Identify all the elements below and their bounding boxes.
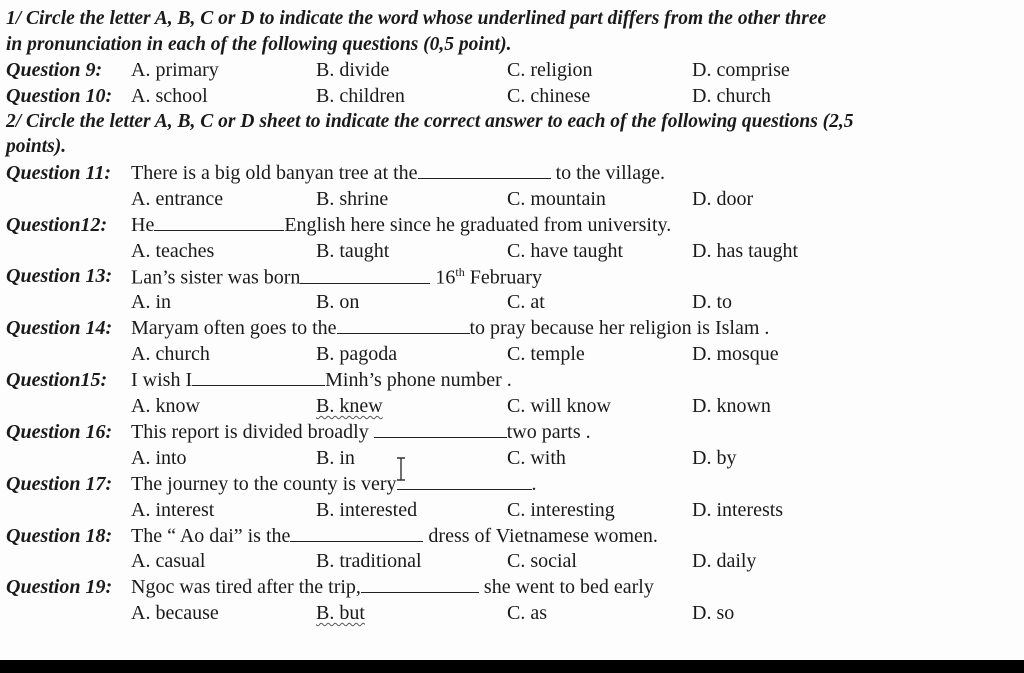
question-9-option-d[interactable]: D. comprise	[692, 59, 790, 81]
question-18-option-d[interactable]: D. daily	[692, 550, 757, 572]
question-14-stem	[131, 317, 769, 340]
question-12-option-b[interactable]: B. taught	[316, 240, 390, 262]
question-16-stem-after: two parts .	[506, 421, 591, 443]
question-16-stem	[131, 421, 591, 444]
question-14-option-c[interactable]: C. temple	[507, 343, 585, 365]
question-13-stem	[131, 265, 542, 290]
question-15-stem	[131, 369, 512, 392]
question-15-option-d[interactable]: D. known	[692, 395, 771, 417]
question-18-label: Question 18:	[6, 525, 113, 547]
question-19-stem	[131, 576, 654, 599]
question-17-label: Question 17:	[6, 473, 113, 495]
question-11-option-c[interactable]: C. mountain	[507, 188, 606, 210]
question-17-option-a[interactable]: A. interest	[131, 499, 215, 521]
question-18-option-b[interactable]: B. traditional	[316, 550, 422, 572]
question-13-day: 16	[435, 266, 456, 289]
question-10-option-c[interactable]: C. chinese	[507, 85, 591, 107]
question-10-option-a[interactable]: A. school	[131, 85, 208, 107]
question-12-stem-before: He	[131, 214, 155, 236]
question-15-blank[interactable]	[192, 369, 325, 386]
question-14-blank[interactable]	[337, 317, 470, 334]
question-12-stem	[131, 214, 671, 237]
question-17-stem-after: .	[531, 473, 537, 495]
question-19-stem-after: she went to bed early	[483, 576, 654, 598]
question-18-blank[interactable]	[290, 525, 423, 542]
question-19-option-a[interactable]: A. because	[131, 602, 219, 624]
question-10-option-d[interactable]: D. church	[692, 85, 771, 107]
question-15-stem-after: Minh’s phone number .	[325, 369, 512, 391]
question-13-option-d[interactable]: D. to	[692, 291, 732, 313]
question-16-option-a[interactable]: A. into	[131, 447, 187, 469]
question-15-stem-before: I wish I	[131, 369, 193, 391]
question-14-option-a[interactable]: A. church	[131, 343, 210, 365]
question-13-label: Question 13:	[6, 265, 113, 287]
question-14-option-b[interactable]: B. pagoda	[316, 343, 398, 365]
question-19-option-c[interactable]: C. as	[507, 602, 547, 624]
question-10-label: Question 10:	[6, 85, 113, 107]
question-11-option-a[interactable]: A. entrance	[131, 188, 224, 210]
question-16-stem-before: This report is divided broadly	[131, 421, 369, 443]
question-17-stem	[131, 473, 537, 496]
question-13-stem-after: February	[469, 266, 542, 289]
question-12-blank[interactable]	[154, 214, 284, 231]
question-17-option-c[interactable]: C. interesting	[507, 499, 615, 521]
question-14-stem-after: to pray because her religion is Islam .	[469, 317, 770, 339]
question-13-stem-before: Lan’s sister was born	[131, 266, 301, 289]
question-19-blank[interactable]	[361, 576, 479, 593]
question-16-option-b[interactable]: B. in	[316, 447, 355, 469]
question-15-option-c[interactable]: C. will know	[507, 395, 611, 417]
question-11-stem-before: There is a big old banyan tree at the	[131, 162, 418, 184]
question-15-option-b[interactable]: B. knew	[316, 395, 383, 417]
question-14-label: Question 14:	[6, 317, 113, 339]
question-10-option-b[interactable]: B. children	[316, 85, 405, 107]
question-13-option-a[interactable]: A. in	[131, 291, 171, 313]
question-19-label: Question 19:	[6, 576, 113, 598]
question-18-stem-before: The “ Ao dai” is the	[131, 525, 291, 547]
question-11-option-b[interactable]: B. shrine	[316, 188, 389, 210]
question-12-option-d[interactable]: D. has taught	[692, 240, 799, 262]
question-12-option-c[interactable]: C. have taught	[507, 240, 624, 262]
question-11-option-d[interactable]: D. door	[692, 188, 754, 210]
question-16-option-d[interactable]: D. by	[692, 447, 737, 469]
question-18-stem-after: dress of Vietnamese women.	[428, 525, 658, 547]
question-11-stem-after: to the village.	[555, 162, 665, 184]
question-16-blank[interactable]	[374, 421, 507, 438]
question-17-blank[interactable]	[397, 473, 532, 490]
question-16-option-c[interactable]: C. with	[507, 447, 566, 469]
question-9-label: Question 9:	[6, 59, 103, 81]
question-18-option-c[interactable]: C. social	[507, 550, 577, 572]
question-17-stem-before: The journey to the county is very	[131, 473, 397, 495]
question-13-day-suffix: th	[455, 265, 465, 279]
bottom-black-bar	[0, 660, 1024, 673]
question-19-option-d[interactable]: D. so	[692, 602, 735, 624]
question-15-option-a[interactable]: A. know	[131, 395, 200, 417]
section1-heading-line2: in pronunciation in each of the following questions (0,5 point).	[6, 34, 512, 55]
question-11-blank[interactable]	[418, 162, 551, 179]
section2-heading-line1: 2/ Circle the letter A, B, C or D sheet to indicate the correct answer to each of the following questions (2,5	[6, 111, 854, 132]
question-16-label: Question 16:	[6, 421, 113, 443]
question-9-option-c[interactable]: C. religion	[507, 59, 593, 81]
question-12-stem-after: English here since he graduated from university.	[284, 214, 672, 236]
question-18-option-a[interactable]: A. casual	[131, 550, 206, 572]
question-17-option-b[interactable]: B. interested	[316, 499, 418, 521]
question-15-label: Question15:	[6, 369, 108, 391]
question-9-option-a[interactable]: A. primary	[131, 59, 219, 81]
question-14-option-d[interactable]: D. mosque	[692, 343, 779, 365]
question-11-stem	[131, 162, 665, 185]
question-13-option-b[interactable]: B. on	[316, 291, 360, 313]
question-17-option-d[interactable]: D. interests	[692, 499, 784, 521]
question-14-stem-before: Maryam often goes to the	[131, 317, 337, 339]
section2-heading-line2: points).	[6, 136, 67, 157]
question-18-stem	[131, 525, 658, 548]
section1-heading-line1: 1/ Circle the letter A, B, C or D to indicate the word whose underlined part differs from the other three	[6, 8, 827, 29]
question-12-option-a[interactable]: A. teaches	[131, 240, 215, 262]
question-11-label: Question 11:	[6, 162, 112, 184]
question-19-option-b[interactable]: B. but	[316, 602, 365, 624]
question-13-option-c[interactable]: C. at	[507, 291, 545, 313]
question-13-blank[interactable]	[300, 267, 430, 284]
question-12-label: Question12:	[6, 214, 108, 236]
question-19-stem-before: Ngoc was tired after the trip,	[131, 576, 361, 598]
question-9-option-b[interactable]: B. divide	[316, 59, 390, 81]
